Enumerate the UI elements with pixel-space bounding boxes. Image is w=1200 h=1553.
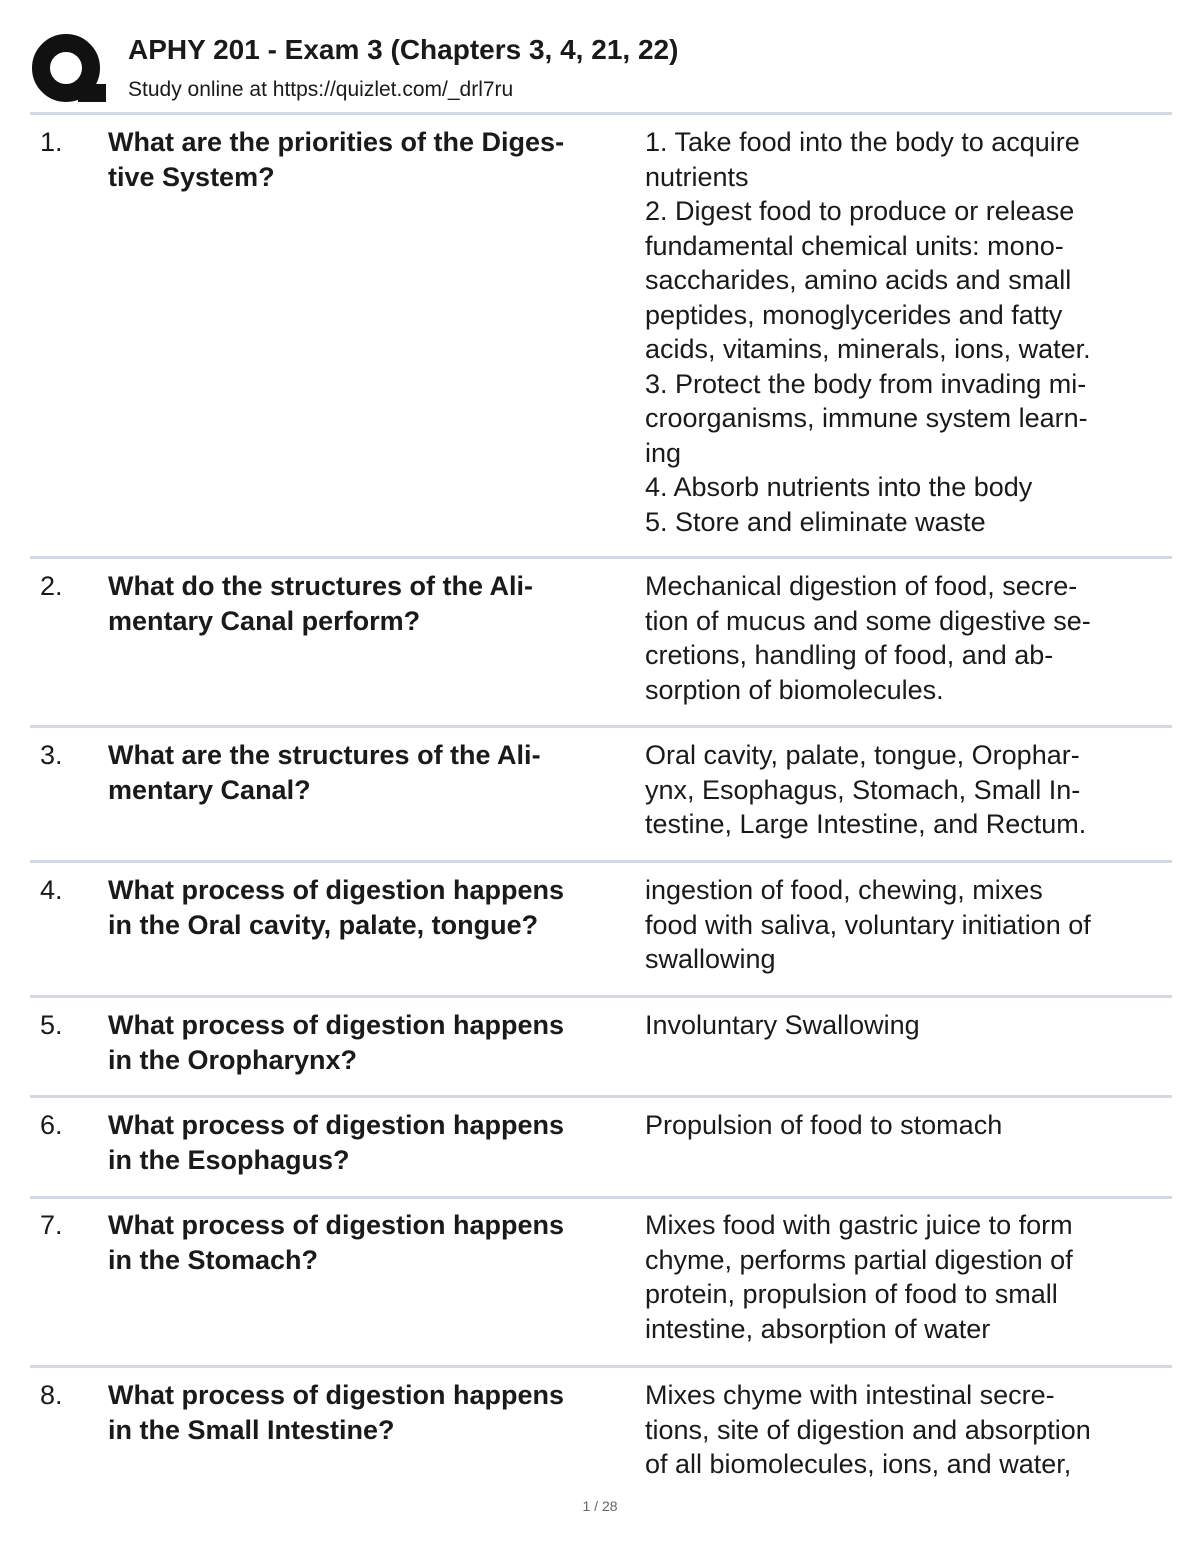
row-divider <box>30 556 1172 559</box>
document-title: APHY 201 - Exam 3 (Chapters 3, 4, 21, 22) <box>128 34 679 65</box>
card-definition: ingestion of food, chewing, mixes food with saliva, voluntary initiation of swallowing <box>645 875 1091 974</box>
document-header <box>30 28 1172 112</box>
card-number: 4. <box>40 875 63 905</box>
card-term: What process of digestion happens in the Oropharynx? <box>108 1010 565 1075</box>
card-definition: Oral cavity, palate, tongue, Orophar- ynx, Esophagus, Stomach, Small In- testine, Large Intestine, and Rectum. <box>645 740 1087 839</box>
study-online-link-text: Study online at https://quizlet.com/_drl7ru <box>128 78 514 101</box>
row-divider <box>30 860 1172 863</box>
card-number: 7. <box>40 1210 63 1240</box>
card-term: What process of digestion happens in the Esophagus? <box>108 1110 565 1175</box>
card-term: What process of digestion happens in the Stomach? <box>108 1210 565 1275</box>
row-divider <box>30 1196 1172 1199</box>
row-divider <box>30 995 1172 998</box>
quizlet-q-logo-icon <box>30 32 106 108</box>
card-number: 2. <box>40 571 63 601</box>
row-divider <box>30 1095 1172 1098</box>
card-definition: 1. Take food into the body to acquire nutrients 2. Digest food to produce or release fundamental chemical units: mono- saccharides, amino acids and small peptides, monoglycerides and fatty acids, vitamins, minerals, ions, water. 3. Protect the body from invading mi- croorganisms, immune system learn- ing 4. Absorb nutrients into the body 5. Store and eliminate waste <box>645 127 1091 537</box>
card-term: What are the structures of the Ali- mentary Canal? <box>108 740 541 805</box>
card-definition: Mixes chyme with intestinal secre- tions, site of digestion and absorption of all biomolecules, ions, and water, <box>645 1380 1091 1479</box>
card-number: 6. <box>40 1110 63 1140</box>
card-number: 5. <box>40 1010 63 1040</box>
card-number: 3. <box>40 740 63 770</box>
card-term: What process of digestion happens in the Small Intestine? <box>108 1380 565 1445</box>
card-term: What are the priorities of the Diges- tive System? <box>108 127 565 192</box>
header-divider <box>30 112 1172 115</box>
card-number: 1. <box>40 127 63 157</box>
card-definition: Mixes food with gastric juice to form chyme, performs partial digestion of protein, propulsion of food to small intestine, absorption of water <box>645 1210 1073 1344</box>
card-definition: Mechanical digestion of food, secre- tion of mucus and some digestive se- cretions, handling of food, and ab- sorption of biomolecules. <box>645 571 1091 705</box>
card-definition: Involuntary Swallowing <box>645 1010 920 1040</box>
card-number: 8. <box>40 1380 63 1410</box>
page-indicator: 1 / 28 <box>582 1498 618 1514</box>
card-definition: Propulsion of food to stomach <box>645 1110 1003 1140</box>
card-term: What do the structures of the Ali- mentary Canal perform? <box>108 571 533 636</box>
card-term: What process of digestion happens in the Oral cavity, palate, tongue? <box>108 875 565 940</box>
row-divider <box>30 1365 1172 1368</box>
row-divider <box>30 725 1172 728</box>
